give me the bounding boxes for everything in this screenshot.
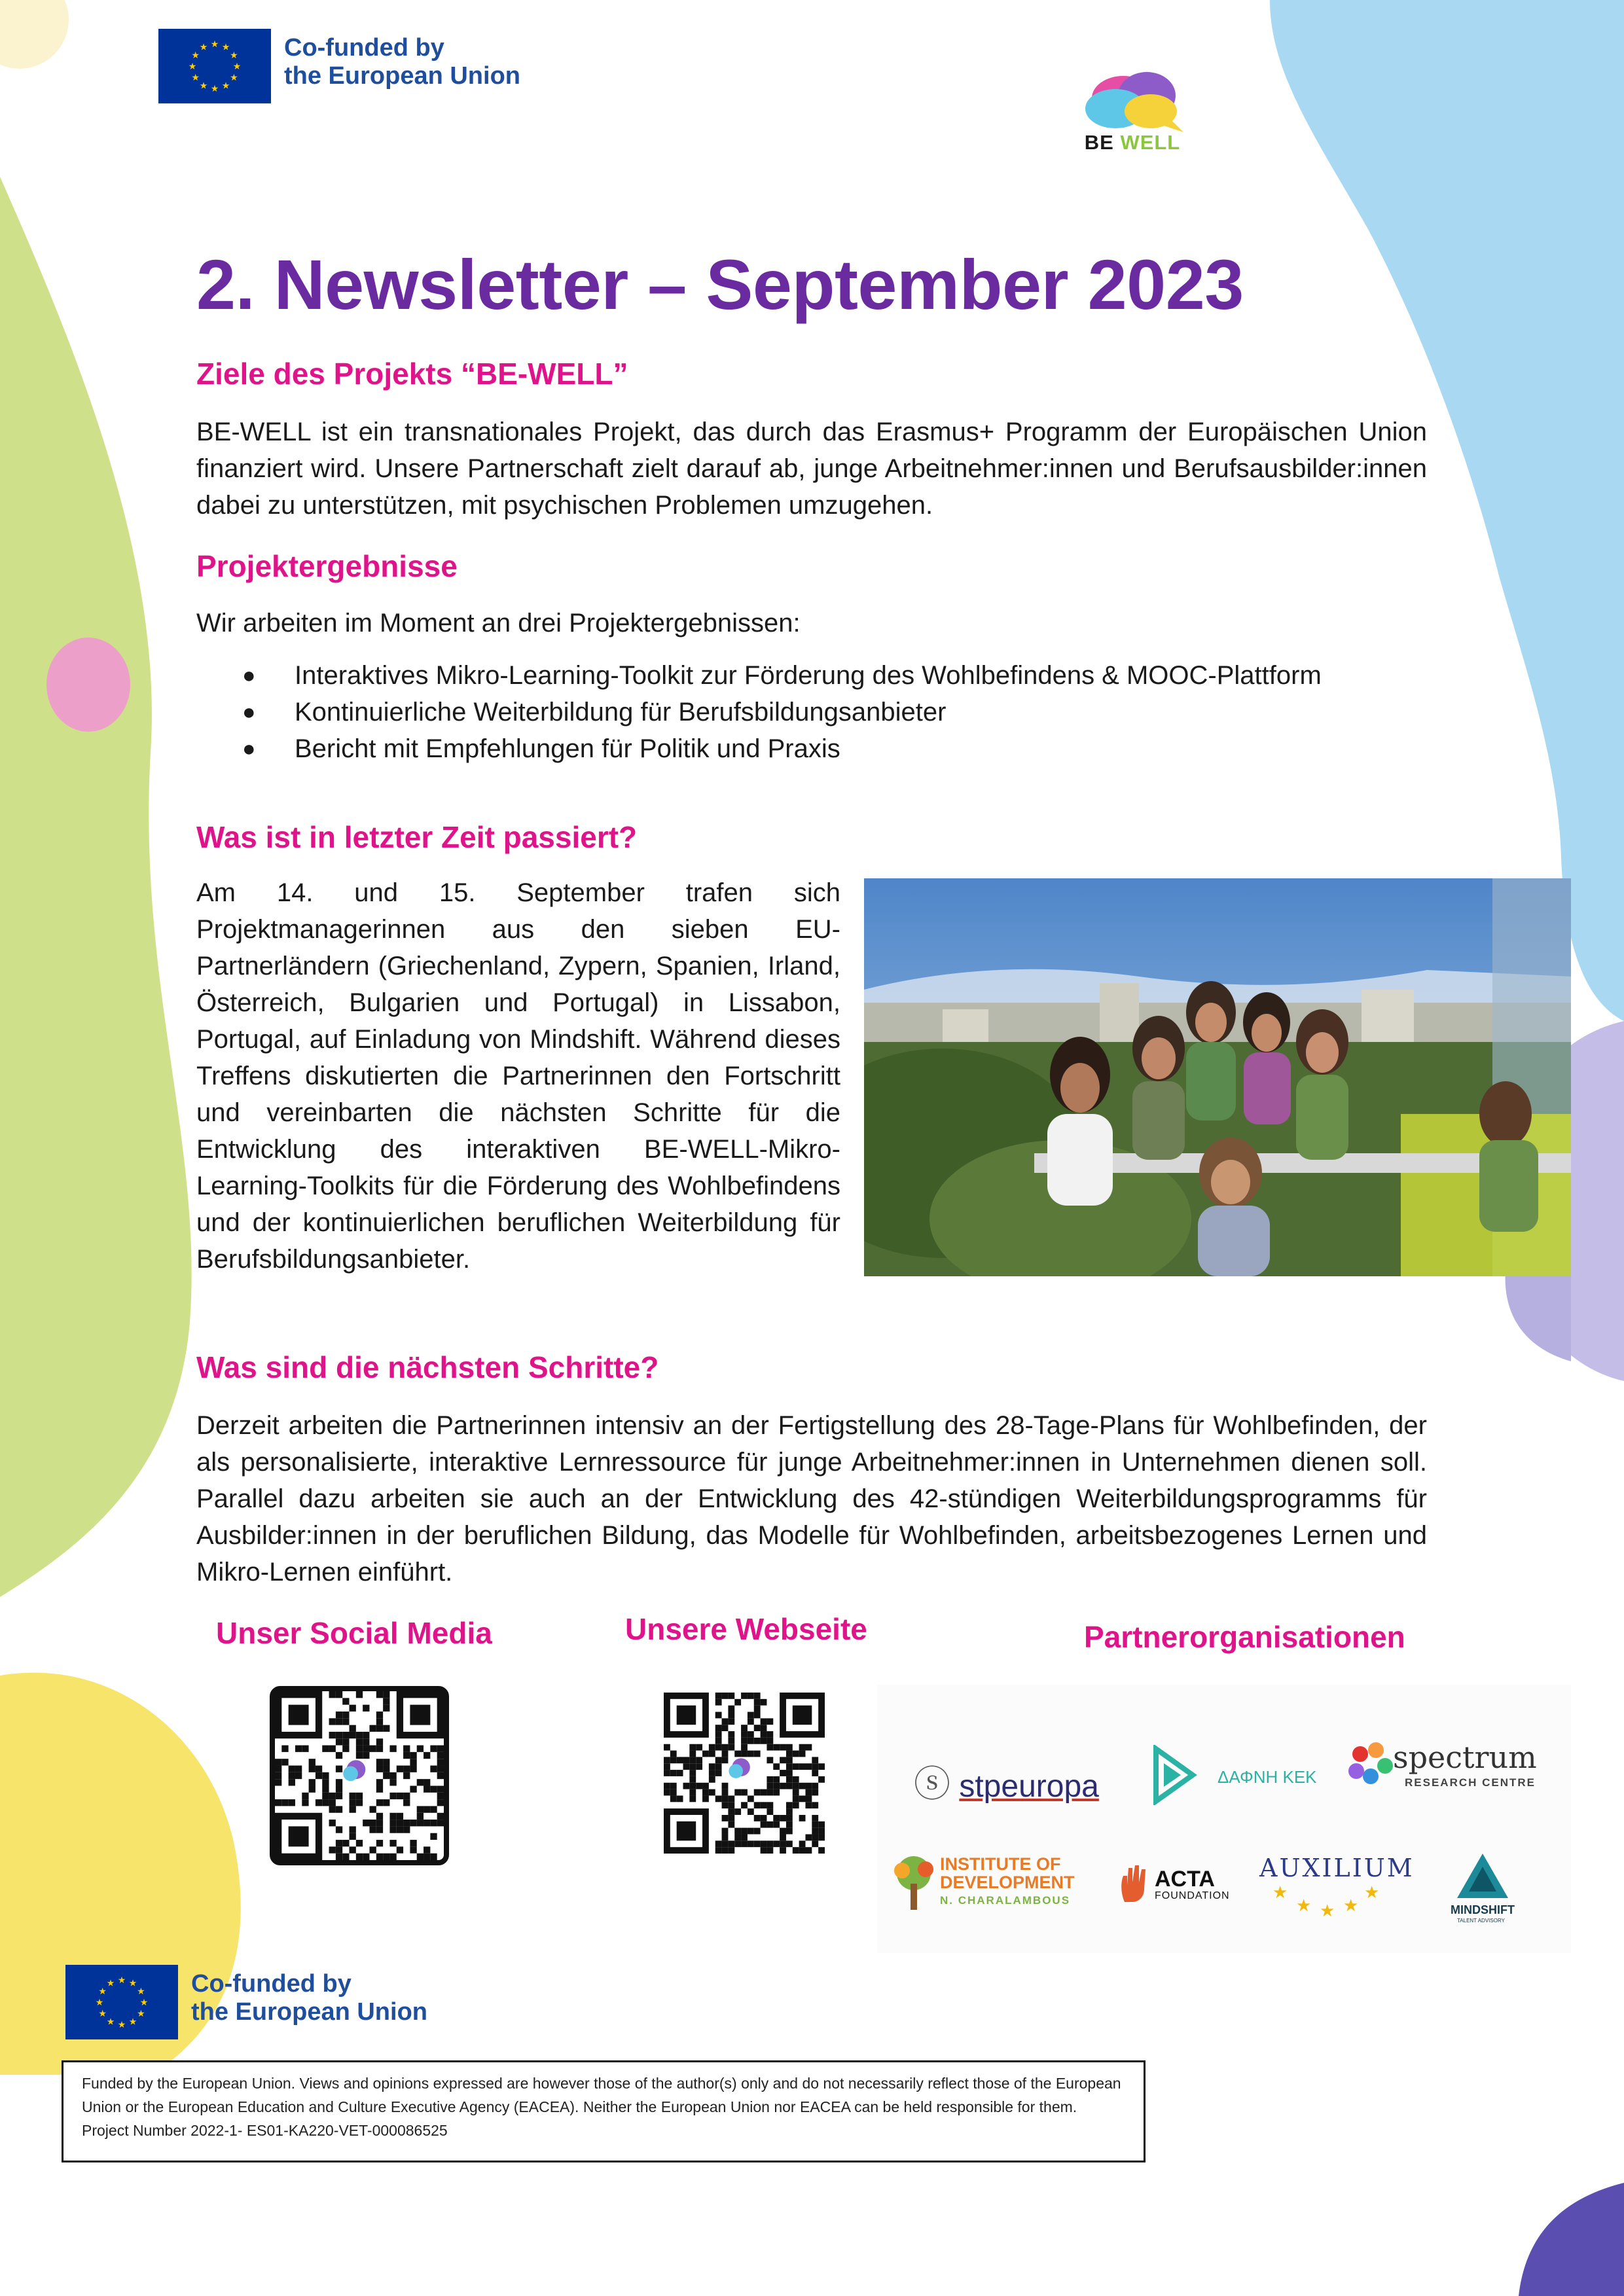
footer-eu-line1: Co-funded by <box>191 1970 352 1998</box>
svg-text:★: ★ <box>230 50 238 61</box>
tree-icon <box>888 1854 940 1912</box>
partner-spectrum <box>1347 1740 1537 1794</box>
list-item-text: Interaktives Mikro-Learning-Toolkit zur Förderung des Wohlbefindens & MOOC-Plattform <box>295 661 1322 690</box>
svg-text:★: ★ <box>98 1986 107 1997</box>
results-heading: Projektergebnisse <box>196 549 458 583</box>
bullet-icon: ● <box>242 663 256 688</box>
bullet-icon: ● <box>242 736 256 761</box>
bullet-icon: ● <box>242 700 256 725</box>
svg-text:★: ★ <box>106 2017 115 2028</box>
svg-text:★: ★ <box>191 73 200 83</box>
list-item-text: Bericht mit Empfehlungen für Politik und Praxis <box>295 734 840 763</box>
footer-eu-line2: the European Union <box>191 1998 427 2026</box>
spectrum-label: spectrum <box>1393 1740 1537 1775</box>
acta-label: ACTA <box>1155 1867 1215 1892</box>
svg-text:★: ★ <box>210 84 219 94</box>
stpeuropa-label: stpeuropa <box>959 1769 1099 1804</box>
mindshift-label: MINDSHIFT <box>1451 1903 1515 1916</box>
list-item <box>242 657 1322 694</box>
list-item-text: Kontinuierliche Weiterbildung für Berufsbildungsanbieter <box>295 698 947 726</box>
mindshift-sub: TALENT ADVISORY <box>1457 1918 1505 1924</box>
svg-text:★: ★ <box>137 2009 145 2019</box>
list-item <box>242 694 1322 730</box>
svg-text:★: ★ <box>128 1978 137 1989</box>
spectrum-sub: RESEARCH CENTRE <box>1405 1776 1536 1789</box>
footer-eu-flag <box>65 1965 178 2039</box>
eu-stars-icon <box>65 1965 178 2039</box>
newsletter-title: 2. Newsletter – September 2023 <box>196 245 1244 324</box>
svg-text:★: ★ <box>1364 1883 1380 1903</box>
svg-text:★: ★ <box>191 50 200 61</box>
iod-line2: DEVELOPMENT <box>940 1873 1075 1892</box>
svg-text:★: ★ <box>1343 1896 1359 1916</box>
dafni-kek-icon <box>1152 1745 1198 1805</box>
partner-stpeuropa <box>914 1755 1099 1808</box>
svg-text:★: ★ <box>188 62 197 72</box>
next-steps-heading: Was sind die nächsten Schritte? <box>196 1350 659 1384</box>
team-photo <box>864 878 1571 1276</box>
svg-text:★: ★ <box>139 1998 149 2008</box>
svg-text:★: ★ <box>1272 1883 1288 1903</box>
eu-flag <box>158 29 271 103</box>
next-steps-text: Derzeit arbeiten die Partnerinnen intensiv an der Fertigstellung des 28-Tage-Plans für Wohlbefinden, der als personalisierte, interaktive Lernressource für junge Arbeitnehmer:innen in Unternehmen dienen soll. Parallel dazu arbeiten sie auch an der Entwicklung des 42-stündigen Weiterbildungsprogramms für Ausbilder:innen in der beruflichen Bildung, das Modelle für Wohlbefinden, arbeitsbezogenes Lernen und Mikro-Lernen einführt. <box>196 1411 1427 1587</box>
social-media-title: Unser Social Media <box>216 1616 492 1650</box>
qr-code-icon <box>275 1691 444 1860</box>
funding-disclaimer: Funded by the European Union. Views and opinions expressed are however those of the author(s) only and do not necessarily reflect those of the European Union or the European Education and Culture Executive Agency (EACEA). Neither the European Union nor EACEA can be held responsible for them. Project Number 2022-1- ES01-KA220-VET-000086525 <box>62 2060 1146 2162</box>
svg-text:★: ★ <box>117 1975 126 1986</box>
acta-sub: FOUNDATION <box>1155 1890 1230 1901</box>
recent-heading: Was ist in letzter Zeit passiert? <box>196 820 638 854</box>
svg-text:★: ★ <box>137 1986 145 1997</box>
svg-text:★: ★ <box>199 81 208 92</box>
partners-title: Partnerorganisationen <box>1084 1620 1405 1654</box>
social-media-qr-code[interactable] <box>270 1686 449 1865</box>
website-qr-code[interactable] <box>664 1693 825 1854</box>
goals-heading: Ziele des Projekts “BE-WELL” <box>196 357 628 391</box>
svg-text:★: ★ <box>117 2020 126 2030</box>
hand-icon <box>1118 1863 1151 1903</box>
svg-text:★: ★ <box>232 62 242 72</box>
results-list <box>242 657 1322 767</box>
header-eu-line2: the European Union <box>284 62 520 90</box>
iod-line3: N. CHARALAMBOUS <box>940 1894 1071 1907</box>
svg-text:★: ★ <box>199 42 208 53</box>
recent-text: Am 14. und 15. September trafen sich Projektmanagerinnen aus den sieben EU-Partnerländern (Griechenland, Zypern, Spanien, Irland, Österreich, Bulgarien und Portugal) in Lissabon, Portugal, auf Einladung von Mindshift. Während dieses Treffens diskutierten die Partnerinnen den Fortschritt und vereinbarten die nächsten Schritte für die Entwicklung des interaktiven BE-WELL-Mikro-Learning-Toolkits für die Förderung des Wohlbefindens und der kontinuierlichen beruflichen Weiterbildung für Berufsbildungsanbieter. <box>196 878 840 1274</box>
svg-text:★: ★ <box>1320 1901 1335 1921</box>
mindshift-icon <box>1453 1851 1512 1901</box>
svg-text:★: ★ <box>98 2009 107 2019</box>
header-eu-line1: Co-funded by <box>284 34 444 62</box>
spectrum-icon <box>1347 1740 1398 1791</box>
goals-text: BE-WELL ist ein transnationales Projekt, das durch das Erasmus+ Programm der Europäischen Union finanziert wird. Unsere Partnerschaft zielt darauf ab, junge Arbeitnehmer:innen und Berufsausbilder:innen dabei zu unterstützen, mit psychischen Problemen umzugehen. <box>196 418 1427 520</box>
website-title: Unsere Webseite <box>625 1612 867 1646</box>
svg-text:★: ★ <box>230 73 238 83</box>
svg-text:★: ★ <box>210 39 219 50</box>
partner-institute-of-development <box>888 1854 1075 1916</box>
header-eu-label <box>284 34 520 90</box>
logo-well: WELL <box>1120 131 1181 154</box>
logo-be: BE <box>1084 131 1114 154</box>
auxilium-label: AUXILIUM <box>1259 1854 1415 1882</box>
svg-text:★: ★ <box>106 1978 115 1989</box>
eu-stars-icon <box>158 29 271 103</box>
partner-acta-foundation <box>1118 1863 1230 1907</box>
partner-logos <box>877 1685 1571 1953</box>
dafni-kek-label: ΔΑΦΝΗ ΚΕΚ <box>1218 1767 1317 1787</box>
svg-text:★: ★ <box>221 81 230 92</box>
svg-text:★: ★ <box>95 1998 104 2008</box>
be-well-wordmark <box>1074 131 1191 154</box>
results-intro: Wir arbeiten im Moment an drei Projektergebnissen: <box>196 609 801 637</box>
svg-text:★: ★ <box>128 2017 137 2028</box>
svg-text:★: ★ <box>221 42 230 53</box>
svg-text:★: ★ <box>1296 1896 1312 1916</box>
team-photo-image <box>864 878 1571 1276</box>
stpeuropa-icon: ⓢ <box>914 1763 950 1804</box>
footer-eu-label <box>191 1970 427 2026</box>
stars-icon <box>1259 1882 1390 1922</box>
list-item <box>242 730 1322 767</box>
partner-auxilium <box>1259 1854 1415 1921</box>
partner-dafni-kek <box>1152 1745 1317 1808</box>
partner-mindshift <box>1451 1851 1515 1924</box>
qr-code-icon <box>664 1693 825 1854</box>
iod-line1: INSTITUTE OF <box>940 1854 1061 1874</box>
